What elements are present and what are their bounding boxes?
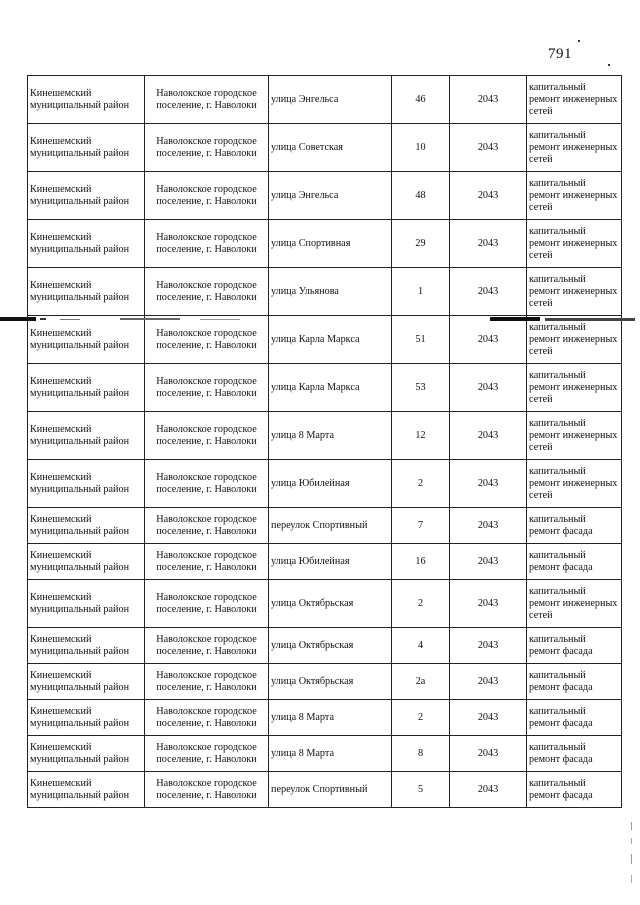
settlement-cell: Наволокское городское поселение, г. Наволоки [145, 364, 269, 412]
house-number-cell: 29 [392, 220, 450, 268]
house-number-cell: 10 [392, 124, 450, 172]
housing-repair-table [27, 75, 622, 808]
district-cell: Кинешемский муниципальный район [28, 316, 145, 364]
house-number-cell: 2а [392, 664, 450, 700]
district-cell: Кинешемский муниципальный район [28, 412, 145, 460]
settlement-cell: Наволокское городское поселение, г. Наволоки [145, 736, 269, 772]
district-cell: Кинешемский муниципальный район [28, 772, 145, 808]
table-row [28, 364, 622, 412]
district-cell: Кинешемский муниципальный район [28, 736, 145, 772]
street-cell: улица Карла Маркса [269, 316, 392, 364]
house-number-cell: 2 [392, 700, 450, 736]
page-number: 791 [548, 46, 572, 62]
work-type-cell: капитальный ремонт инженерных сетей [527, 172, 622, 220]
settlement-cell: Наволокское городское поселение, г. Наволоки [145, 700, 269, 736]
settlement-cell: Наволокское городское поселение, г. Наволоки [145, 772, 269, 808]
house-number-cell: 53 [392, 364, 450, 412]
street-cell: улица Октябрьская [269, 580, 392, 628]
house-number-cell: 2 [392, 580, 450, 628]
settlement-cell: Наволокское городское поселение, г. Наволоки [145, 172, 269, 220]
table-row [28, 76, 622, 124]
street-cell: улица 8 Марта [269, 412, 392, 460]
table-row [28, 544, 622, 580]
year-cell: 2043 [450, 544, 527, 580]
work-type-cell: капитальный ремонт инженерных сетей [527, 364, 622, 412]
street-cell: улица Карла Маркса [269, 364, 392, 412]
settlement-cell: Наволокское городское поселение, г. Наволоки [145, 508, 269, 544]
work-type-cell: капитальный ремонт инженерных сетей [527, 124, 622, 172]
work-type-cell: капитальный ремонт фасада [527, 544, 622, 580]
district-cell: Кинешемский муниципальный район [28, 700, 145, 736]
table-row [28, 628, 622, 664]
house-number-cell: 7 [392, 508, 450, 544]
settlement-cell: Наволокское городское поселение, г. Наволоки [145, 268, 269, 316]
table-row [28, 580, 622, 628]
district-cell: Кинешемский муниципальный район [28, 364, 145, 412]
district-cell: Кинешемский муниципальный район [28, 220, 145, 268]
district-cell: Кинешемский муниципальный район [28, 664, 145, 700]
year-cell: 2043 [450, 508, 527, 544]
settlement-cell: Наволокское городское поселение, г. Наволоки [145, 124, 269, 172]
table-row [28, 172, 622, 220]
street-cell: улица Юбилейная [269, 460, 392, 508]
district-cell: Кинешемский муниципальный район [28, 124, 145, 172]
work-type-cell: капитальный ремонт фасада [527, 628, 622, 664]
street-cell: переулок Спортивный [269, 508, 392, 544]
settlement-cell: Наволокское городское поселение, г. Наволоки [145, 460, 269, 508]
district-cell: Кинешемский муниципальный район [28, 508, 145, 544]
scan-edge-marks [630, 820, 634, 890]
table-row [28, 700, 622, 736]
district-cell: Кинешемский муниципальный район [28, 172, 145, 220]
house-number-cell: 4 [392, 628, 450, 664]
table-row [28, 220, 622, 268]
year-cell: 2043 [450, 172, 527, 220]
house-number-cell: 12 [392, 412, 450, 460]
work-type-cell: капитальный ремонт инженерных сетей [527, 316, 622, 364]
work-type-cell: капитальный ремонт фасада [527, 772, 622, 808]
table-row [28, 736, 622, 772]
work-type-cell: капитальный ремонт инженерных сетей [527, 580, 622, 628]
district-cell: Кинешемский муниципальный район [28, 628, 145, 664]
year-cell: 2043 [450, 268, 527, 316]
house-number-cell: 48 [392, 172, 450, 220]
settlement-cell: Наволокское городское поселение, г. Наволоки [145, 76, 269, 124]
work-type-cell: капитальный ремонт инженерных сетей [527, 460, 622, 508]
settlement-cell: Наволокское городское поселение, г. Наволоки [145, 628, 269, 664]
year-cell: 2043 [450, 580, 527, 628]
street-cell: переулок Спортивный [269, 772, 392, 808]
street-cell: улица Октябрьская [269, 664, 392, 700]
house-number-cell: 1 [392, 268, 450, 316]
year-cell: 2043 [450, 412, 527, 460]
work-type-cell: капитальный ремонт фасада [527, 736, 622, 772]
year-cell: 2043 [450, 628, 527, 664]
street-cell: улица 8 Марта [269, 700, 392, 736]
table-row [28, 508, 622, 544]
scan-speck [578, 40, 580, 42]
year-cell: 2043 [450, 76, 527, 124]
table-row [28, 412, 622, 460]
settlement-cell: Наволокское городское поселение, г. Наволоки [145, 544, 269, 580]
settlement-cell: Наволокское городское поселение, г. Наволоки [145, 316, 269, 364]
table-row [28, 316, 622, 364]
year-cell: 2043 [450, 700, 527, 736]
district-cell: Кинешемский муниципальный район [28, 544, 145, 580]
street-cell: улица Ульянова [269, 268, 392, 316]
year-cell: 2043 [450, 220, 527, 268]
district-cell: Кинешемский муниципальный район [28, 76, 145, 124]
house-number-cell: 51 [392, 316, 450, 364]
street-cell: улица Октябрьская [269, 628, 392, 664]
house-number-cell: 8 [392, 736, 450, 772]
street-cell: улица Юбилейная [269, 544, 392, 580]
work-type-cell: капитальный ремонт фасада [527, 508, 622, 544]
work-type-cell: капитальный ремонт инженерных сетей [527, 268, 622, 316]
street-cell: улица Советская [269, 124, 392, 172]
house-number-cell: 16 [392, 544, 450, 580]
settlement-cell: Наволокское городское поселение, г. Наволоки [145, 580, 269, 628]
table-row [28, 268, 622, 316]
work-type-cell: капитальный ремонт инженерных сетей [527, 220, 622, 268]
table-row [28, 460, 622, 508]
table-row [28, 124, 622, 172]
year-cell: 2043 [450, 316, 527, 364]
district-cell: Кинешемский муниципальный район [28, 268, 145, 316]
year-cell: 2043 [450, 124, 527, 172]
table-row [28, 772, 622, 808]
work-type-cell: капитальный ремонт инженерных сетей [527, 412, 622, 460]
settlement-cell: Наволокское городское поселение, г. Наволоки [145, 412, 269, 460]
work-type-cell: капитальный ремонт инженерных сетей [527, 76, 622, 124]
house-number-cell: 2 [392, 460, 450, 508]
house-number-cell: 5 [392, 772, 450, 808]
table-row [28, 664, 622, 700]
street-cell: улица Энгельса [269, 172, 392, 220]
district-cell: Кинешемский муниципальный район [28, 580, 145, 628]
year-cell: 2043 [450, 664, 527, 700]
house-number-cell: 46 [392, 76, 450, 124]
year-cell: 2043 [450, 364, 527, 412]
district-cell: Кинешемский муниципальный район [28, 460, 145, 508]
year-cell: 2043 [450, 460, 527, 508]
street-cell: улица 8 Марта [269, 736, 392, 772]
street-cell: улица Энгельса [269, 76, 392, 124]
settlement-cell: Наволокское городское поселение, г. Наволоки [145, 664, 269, 700]
table-body [28, 76, 622, 808]
year-cell: 2043 [450, 772, 527, 808]
year-cell: 2043 [450, 736, 527, 772]
settlement-cell: Наволокское городское поселение, г. Наволоки [145, 220, 269, 268]
work-type-cell: капитальный ремонт фасада [527, 700, 622, 736]
street-cell: улица Спортивная [269, 220, 392, 268]
work-type-cell: капитальный ремонт фасада [527, 664, 622, 700]
scan-speck [608, 64, 610, 66]
